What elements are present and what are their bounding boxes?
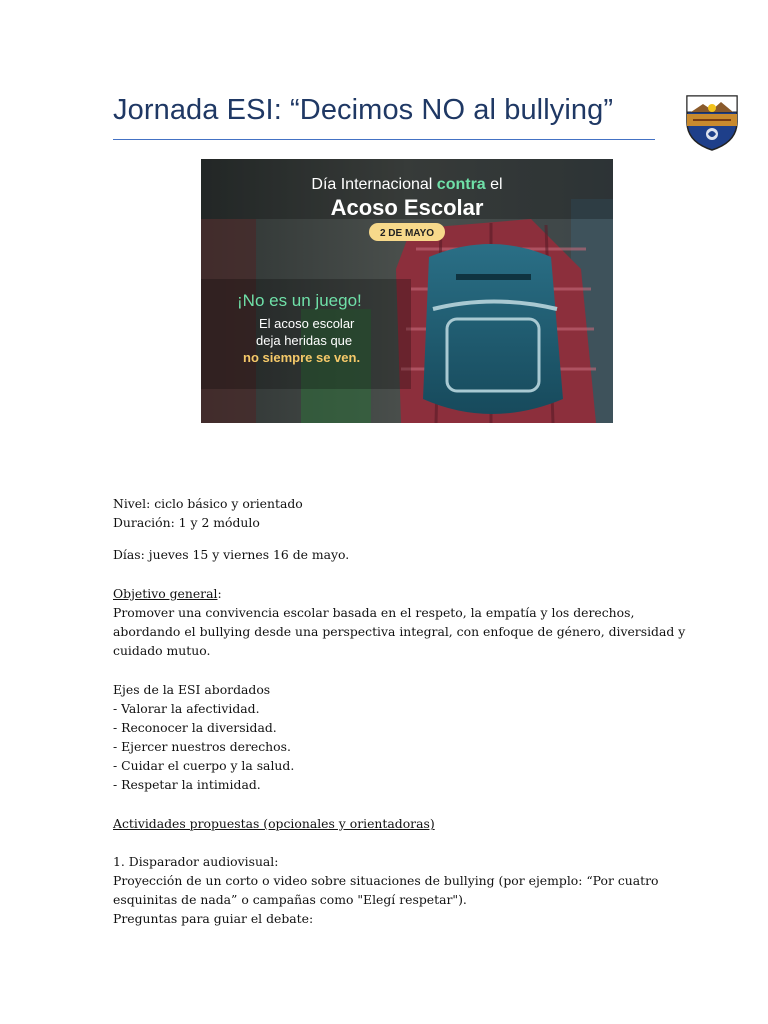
ejes-heading: Ejes de la ESI abordados xyxy=(113,682,271,697)
duracion-line: Duración: 1 y 2 módulo xyxy=(113,515,260,530)
date-badge-label: 2 DE MAYO xyxy=(379,228,435,239)
svg-text:Día Internacional contra el xyxy=(311,176,502,193)
actividad-1-title: 1. Disparador audiovisual: xyxy=(113,854,279,869)
dias-line: Días: jueves 15 y viernes 16 de mayo. xyxy=(113,547,350,562)
ejes-item-5: - Respetar la intimidad. xyxy=(113,777,261,792)
document-title: Jornada ESI: “Decimos NO al bullying” xyxy=(113,94,614,126)
ejes-item-2: - Reconocer la diversidad. xyxy=(113,720,277,735)
objetivo-line-3: cuidado mutuo. xyxy=(113,643,211,658)
objetivo-heading: Objetivo general xyxy=(113,586,218,601)
objetivo-line-1: Promover una convivencia escolar basada en el respeto, la empatía y los derechos, xyxy=(113,605,635,620)
ejes-item-1: - Valorar la afectividad. xyxy=(113,701,260,716)
banner-line1-pre: Día Internacional xyxy=(311,176,437,193)
title-divider xyxy=(113,139,655,140)
ejes-item-4: - Cuidar el cuerpo y la salud. xyxy=(113,758,295,773)
banner-text3: no siempre se ven. xyxy=(243,350,361,365)
actividades-heading: Actividades propuestas (opcionales y orientadoras) xyxy=(113,816,435,831)
banner-text1: El acoso escolar xyxy=(259,316,355,331)
actividad-1-line-3: Preguntas para guiar el debate: xyxy=(113,911,314,926)
actividad-1-line-2: esquinitas de nada” o campañas como "Elegí respetar"). xyxy=(113,892,467,907)
nivel-line: Nivel: ciclo básico y orientado xyxy=(113,496,303,511)
school-crest-logo xyxy=(683,92,741,152)
banner-line1-accent: contra xyxy=(436,176,486,193)
banner-slogan: ¡No es un juego! xyxy=(237,291,362,310)
banner-text2: deja heridas que xyxy=(256,333,353,348)
banner-line2: Acoso Escolar xyxy=(330,195,484,220)
objetivo-heading-line: Objetivo general: xyxy=(113,586,222,601)
objetivo-line-2: abordando el bullying desde una perspectiva integral, con enfoque de género, diversidad y xyxy=(113,624,686,639)
anti-bullying-banner xyxy=(201,159,613,423)
actividad-1-line-1: Proyección de un corto o video sobre situaciones de bullying (por ejemplo: “Por cuatro xyxy=(113,873,659,888)
ejes-item-3: - Ejercer nuestros derechos. xyxy=(113,739,291,754)
banner-line1-post: el xyxy=(485,176,503,193)
